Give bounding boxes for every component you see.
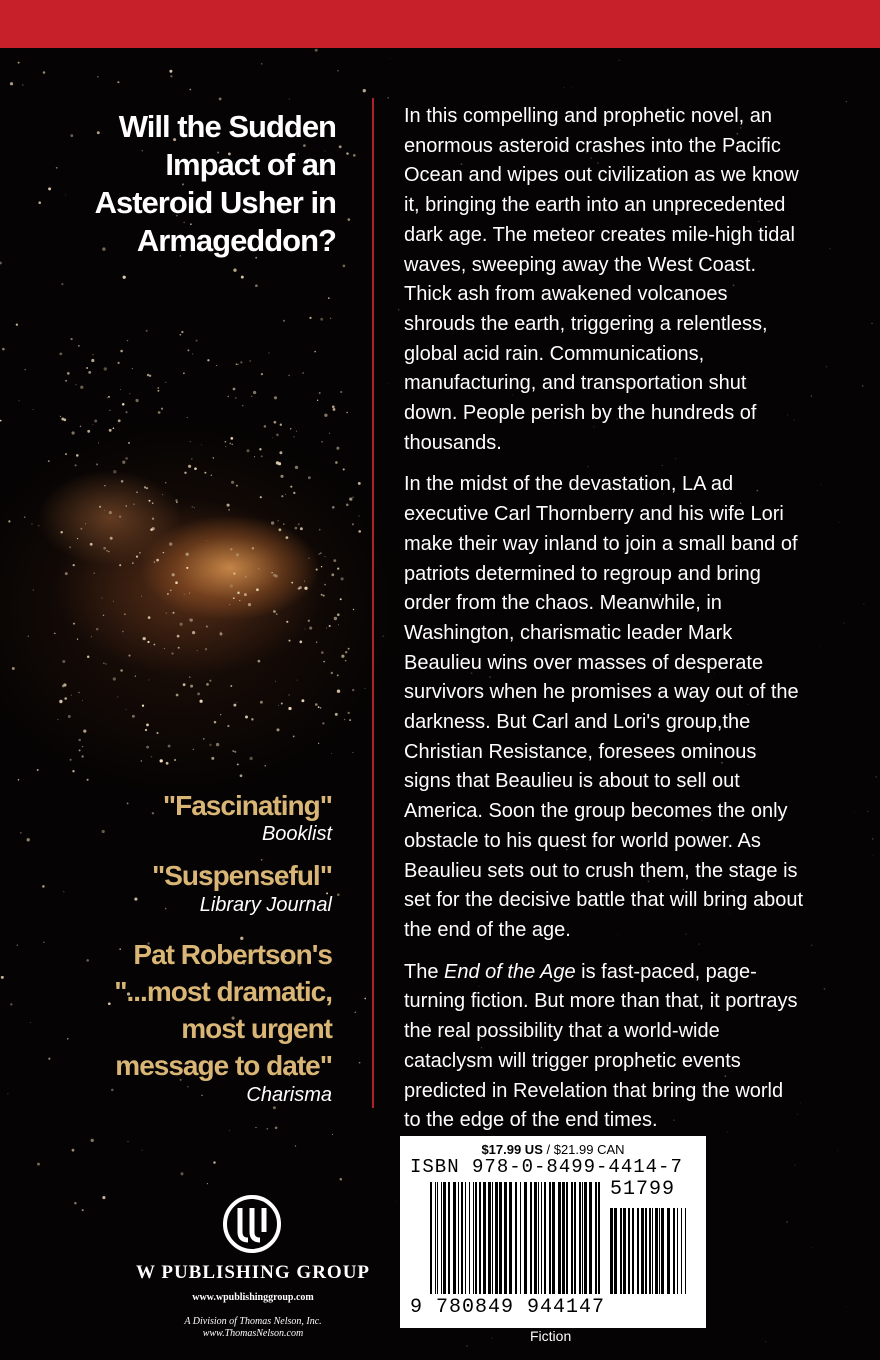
barcode-box — [400, 1136, 706, 1328]
quote-suspenseful: "Suspenseful" — [151, 860, 332, 891]
publisher-division: A Division of Thomas Nelson, Inc. — [184, 1316, 322, 1327]
publisher-logo-icon — [222, 1194, 282, 1254]
synopsis-paragraph-1: In this compelling and prophetic novel, an enormous asteroid crashes into the Pacific Ocean and wipes out civilization as we know it, bringing the earth into an unprecedented dark age. The meteor creates mile-high tidal waves, sweeping away the West Coast. Thick ash from awakened volcanoes shrouds the earth, triggering a relentless, global acid rain. Communications, manufacturing, and transportation shut down. People perish by the hundreds of thousands. — [404, 105, 799, 454]
synopsis-p3-post: is fast-paced, page-turning fiction. But more than that, it portrays the real possibility that a world-wide cataclysm will trigger prophetic events predicted in Revelation that bring the world to the edge of the end times. — [404, 960, 798, 1132]
publisher-url: www.wpublishinggroup.com — [192, 1292, 314, 1303]
quote-source-charisma: Charisma — [246, 1084, 332, 1106]
synopsis — [404, 102, 804, 1148]
column-divider — [372, 98, 374, 1108]
barcode-digits: 9 780849 944147 — [410, 1296, 606, 1319]
price-us: $17.99 US — [481, 1142, 543, 1157]
synopsis-paragraph-3 — [404, 958, 804, 1136]
publisher-name: W PUBLISHING GROUP — [135, 1262, 371, 1283]
book-title-italic: End of the Age — [444, 960, 576, 983]
quote-pat-robertson: Pat Robertson's "...most dramatic, most urgent message to date" — [114, 939, 332, 1081]
price-line — [400, 1142, 706, 1157]
synopsis-paragraph-2: In the midst of the devastation, LA ad executive Carl Thornberry and his wife Lori make their way inland to join a small band of patriots determined to regroup and bring order from the chaos. Meanwhile, in Washington, charismatic leader Mark Beaulieu wins over masses of desperate survivors when he promises a way out of the darkness. But Carl and Lori's group,the Christian Resistance, foresees ominous signs that Beaulieu is about to sell out America. Soon the group becomes the only obstacle to his quest for world power. As Beaulieu sets out to crush them, the stage is set for the decisive battle that will bring about the end of the age. — [404, 473, 804, 941]
quote-source-library-journal: Library Journal — [199, 894, 332, 916]
barcode-addon: 51799 — [610, 1178, 676, 1201]
parent-url: www.ThomasNelson.com — [202, 1328, 304, 1339]
synopsis-p3-pre: The — [404, 960, 445, 983]
quote-fascinating: "Fascinating" — [162, 790, 332, 821]
price-can: / $21.99 CAN — [546, 1142, 625, 1157]
headline: Will the Sudden Impact of an Asteroid Usher in Armageddon? — [94, 109, 336, 258]
genre-label: Fiction — [530, 1328, 572, 1344]
top-red-band — [0, 0, 880, 48]
quote-source-booklist: Booklist — [261, 823, 332, 845]
isbn-text: ISBN 978-0-8499-4414-7 — [410, 1156, 683, 1178]
